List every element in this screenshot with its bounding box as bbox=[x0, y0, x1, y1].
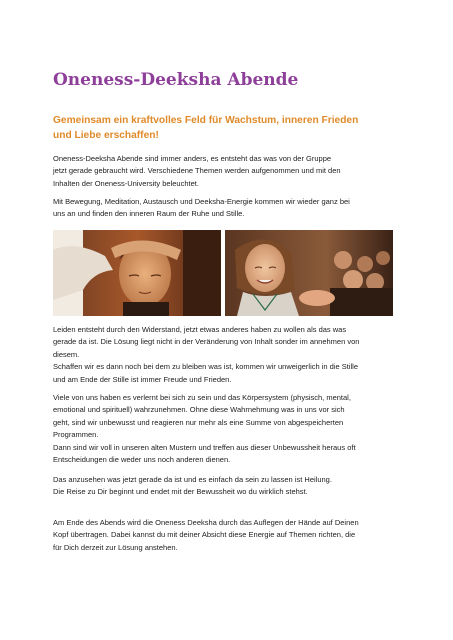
text-line: diesem. bbox=[53, 349, 80, 359]
document-title: Oneness-Deeksha Abende bbox=[53, 70, 299, 90]
deeksha-photo-left bbox=[53, 230, 221, 316]
paragraph-3 bbox=[53, 324, 408, 386]
text-line: Schaffen wir es dann noch bei dem zu bleiben was ist, kommen wir unweigerlich in die Stille bbox=[53, 362, 359, 372]
text-line: uns an und finden den inneren Raum der Ruhe und Stille. bbox=[53, 209, 245, 219]
text-line: Oneness-Deeksha Abende sind immer anders, es entsteht das was von der Gruppe bbox=[53, 154, 332, 163]
text-line: Viele von uns haben es verlernt bei sich zu sein und das Körpersystem (physisch, mental, bbox=[53, 393, 351, 402]
paragraph-2 bbox=[53, 196, 408, 221]
deeksha-photo-right-image bbox=[225, 230, 393, 316]
text-line: gerade da ist. Die Lösung liegt nicht in der Veränderung von Inhalt sonder im annehmen von bbox=[53, 337, 360, 347]
document-subtitle bbox=[53, 113, 413, 143]
intro-paragraph bbox=[53, 153, 408, 190]
text-line: Kopf übertragen. Dabei kannst du mit deiner Absicht diese Energie auf Themen richten, die bbox=[53, 530, 356, 540]
text-line: und am Ende der Stille ist immer Freude und Frieden. bbox=[53, 374, 232, 384]
paragraph-5 bbox=[53, 474, 408, 499]
paragraph-4 bbox=[53, 392, 408, 466]
text-line: geht, sind wir unbewusst und reagieren nur mehr als eine Summe von abgespeicherten bbox=[53, 417, 344, 427]
text-line: Programmen. bbox=[53, 430, 99, 440]
text-line: Dann sind wir voll in unseren alten Mustern und treffen aus dieser Unbewussheit heraus oft bbox=[53, 442, 356, 452]
subtitle-line: und Liebe erschaffen! bbox=[53, 130, 159, 141]
text-line: Die Reise zu Dir beginnt und endet mit der Bewussheit wo du wirklich stehst. bbox=[53, 487, 308, 497]
text-line: Das anzusehen was jetzt gerade da ist und es einfach da sein zu lassen ist Heilung. bbox=[53, 475, 332, 484]
paragraph-6 bbox=[53, 517, 408, 554]
deeksha-photo-left-image bbox=[53, 230, 221, 316]
subtitle-line: Gemeinsam ein kraftvolles Feld für Wachstum, inneren Frieden bbox=[53, 115, 359, 126]
text-line: Entscheidungen die weder uns noch anderen dienen. bbox=[53, 455, 231, 465]
text-line: für Dich derzeit zur Lösung anstehen. bbox=[53, 542, 178, 552]
text-line: emotional und spirituell) wahrzunehmen. Ohne diese Wahrnehmung was in uns vor sich bbox=[53, 405, 345, 415]
text-line: Mit Bewegung, Meditation, Austausch und Deeksha-Energie kommen wir wieder ganz bei bbox=[53, 197, 350, 206]
deeksha-photo-right bbox=[225, 230, 393, 316]
text-line: jetzt gerade gebraucht wird. Verschiedene Themen werden aufgenommen und mit den bbox=[53, 166, 341, 176]
text-line: Leiden entsteht durch den Widerstand, jetzt etwas anderes haben zu wollen als das was bbox=[53, 325, 347, 334]
text-line: Am Ende des Abends wird die Oneness Deeksha durch das Auflegen der Hände auf Deinen bbox=[53, 518, 359, 527]
text-line: Inhalten der Oneness-University beleuchtet. bbox=[53, 178, 199, 188]
